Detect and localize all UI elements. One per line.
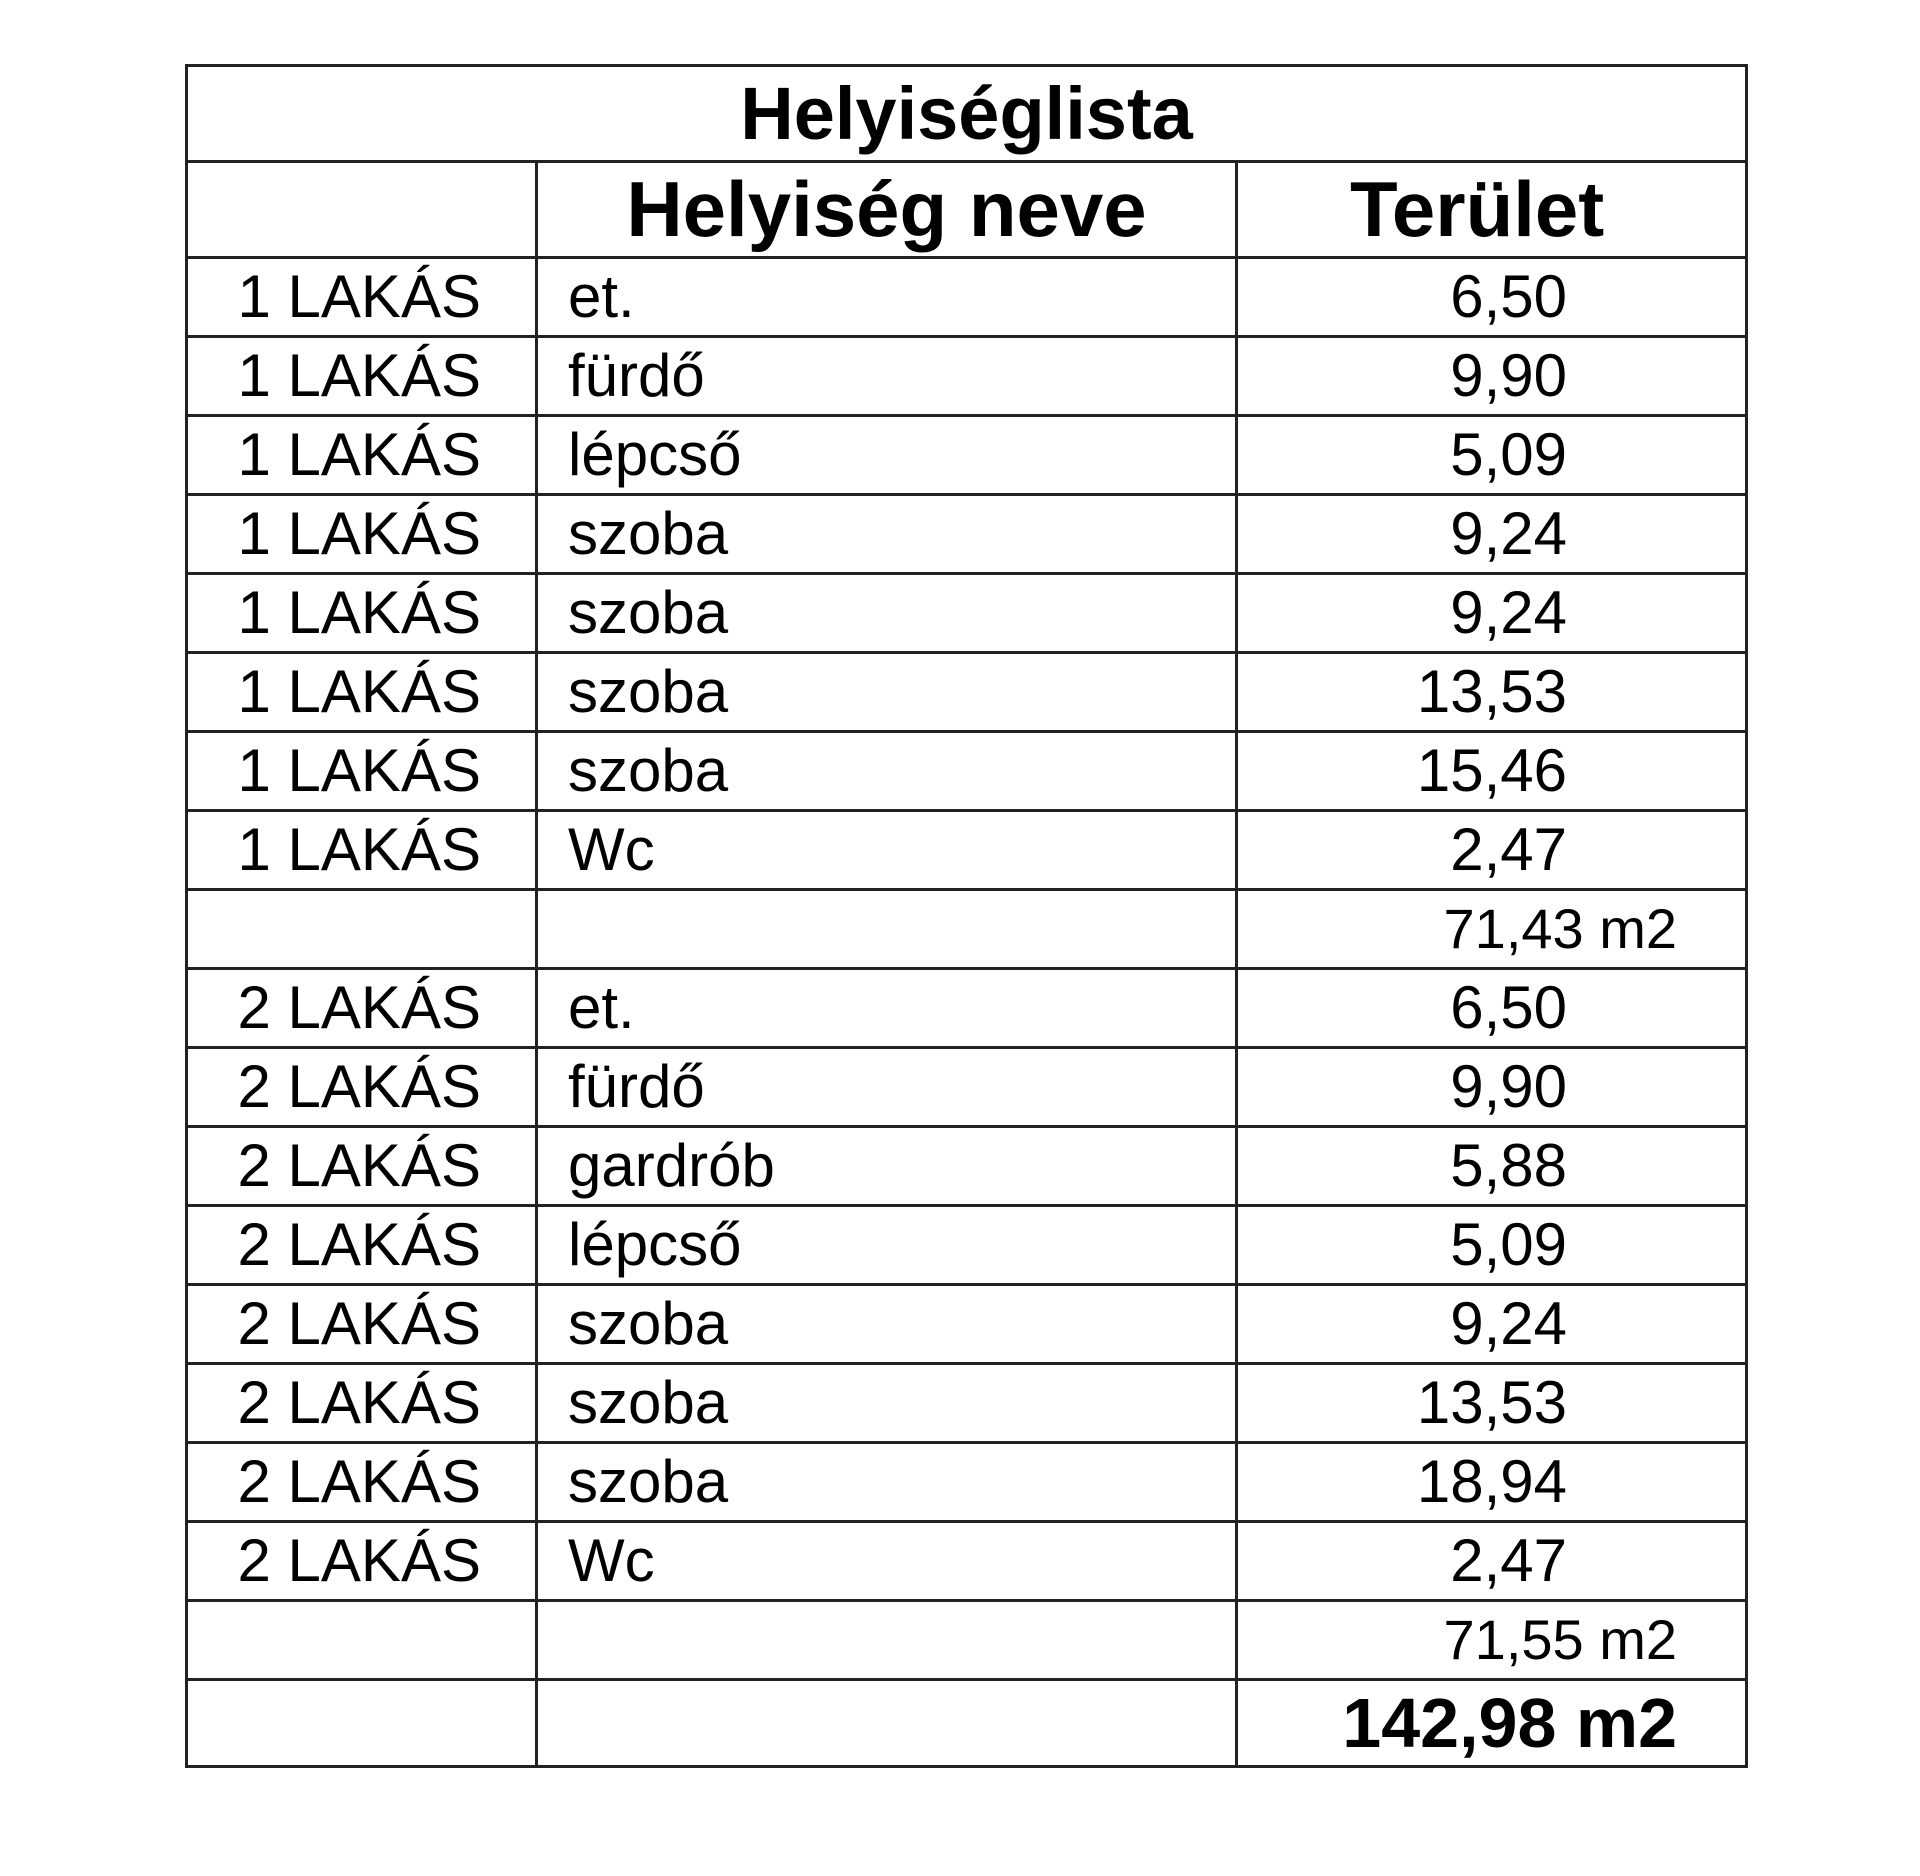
table-row: [187, 1127, 1747, 1206]
table-row: [187, 574, 1747, 653]
area-cell: 13,53: [1237, 1364, 1747, 1443]
header-area: Terület: [1237, 162, 1747, 258]
table-row: [187, 1443, 1747, 1522]
unit-cell: 2 LAKÁS: [187, 1048, 537, 1127]
unit-cell: 2 LAKÁS: [187, 1285, 537, 1364]
title-row: [187, 66, 1747, 162]
table-row: [187, 1285, 1747, 1364]
room-name-cell: szoba: [537, 574, 1237, 653]
unit-cell: 2 LAKÁS: [187, 1206, 537, 1285]
area-cell: 9,24: [1237, 495, 1747, 574]
subtotal-cell: 71,43 m2: [1237, 890, 1747, 969]
table-row: [187, 1206, 1747, 1285]
room-name-cell: Wc: [537, 811, 1237, 890]
table-title: Helyiséglista: [187, 66, 1747, 162]
unit-cell: 1 LAKÁS: [187, 574, 537, 653]
unit-cell: 1 LAKÁS: [187, 653, 537, 732]
room-name-cell: lépcső: [537, 416, 1237, 495]
total-row: [187, 1680, 1747, 1767]
room-name-cell: szoba: [537, 495, 1237, 574]
table-row: [187, 1048, 1747, 1127]
unit-cell: 2 LAKÁS: [187, 969, 537, 1048]
unit-cell: 1 LAKÁS: [187, 258, 537, 337]
area-cell: 2,47: [1237, 1522, 1747, 1601]
table-row: [187, 653, 1747, 732]
room-name-cell: lépcső: [537, 1206, 1237, 1285]
room-name-cell: szoba: [537, 732, 1237, 811]
area-cell: 5,88: [1237, 1127, 1747, 1206]
room-name-cell: szoba: [537, 653, 1237, 732]
table-row: [187, 1522, 1747, 1601]
area-cell: 9,24: [1237, 574, 1747, 653]
table-row: [187, 969, 1747, 1048]
room-name-cell: fürdő: [537, 337, 1237, 416]
area-cell: 5,09: [1237, 1206, 1747, 1285]
unit-cell: 1 LAKÁS: [187, 337, 537, 416]
room-name-cell: fürdő: [537, 1048, 1237, 1127]
area-cell: 15,46: [1237, 732, 1747, 811]
area-cell: 9,90: [1237, 1048, 1747, 1127]
empty-cell: [537, 890, 1237, 969]
unit-cell: 2 LAKÁS: [187, 1522, 537, 1601]
area-cell: 13,53: [1237, 653, 1747, 732]
area-cell: 5,09: [1237, 416, 1747, 495]
room-name-cell: szoba: [537, 1443, 1237, 1522]
subtotal-row: [187, 890, 1747, 969]
room-name-cell: Wc: [537, 1522, 1237, 1601]
grand-total-cell: 142,98 m2: [1237, 1680, 1747, 1767]
unit-cell: 2 LAKÁS: [187, 1127, 537, 1206]
empty-cell: [187, 1601, 537, 1680]
header-unit: [187, 162, 537, 258]
table-row: [187, 416, 1747, 495]
room-list-sheet: [185, 64, 1745, 1768]
table-row: [187, 1364, 1747, 1443]
subtotal-row: [187, 1601, 1747, 1680]
empty-cell: [187, 1680, 537, 1767]
unit-cell: 1 LAKÁS: [187, 732, 537, 811]
empty-cell: [537, 1601, 1237, 1680]
table-row: [187, 811, 1747, 890]
room-list-table: [185, 64, 1748, 1768]
room-name-cell: szoba: [537, 1364, 1237, 1443]
unit-cell: 2 LAKÁS: [187, 1364, 537, 1443]
header-room-name: Helyiség neve: [537, 162, 1237, 258]
area-cell: 9,90: [1237, 337, 1747, 416]
room-name-cell: et.: [537, 969, 1237, 1048]
area-cell: 2,47: [1237, 811, 1747, 890]
room-name-cell: szoba: [537, 1285, 1237, 1364]
unit-cell: 2 LAKÁS: [187, 1443, 537, 1522]
room-name-cell: gardrób: [537, 1127, 1237, 1206]
unit-cell: 1 LAKÁS: [187, 811, 537, 890]
subtotal-cell: 71,55 m2: [1237, 1601, 1747, 1680]
table-row: [187, 495, 1747, 574]
area-cell: 6,50: [1237, 969, 1747, 1048]
table-row: [187, 337, 1747, 416]
room-name-cell: et.: [537, 258, 1237, 337]
area-cell: 18,94: [1237, 1443, 1747, 1522]
unit-cell: 1 LAKÁS: [187, 495, 537, 574]
empty-cell: [537, 1680, 1237, 1767]
area-cell: 6,50: [1237, 258, 1747, 337]
unit-cell: 1 LAKÁS: [187, 416, 537, 495]
empty-cell: [187, 890, 537, 969]
table-row: [187, 258, 1747, 337]
table-row: [187, 732, 1747, 811]
header-row: [187, 162, 1747, 258]
area-cell: 9,24: [1237, 1285, 1747, 1364]
